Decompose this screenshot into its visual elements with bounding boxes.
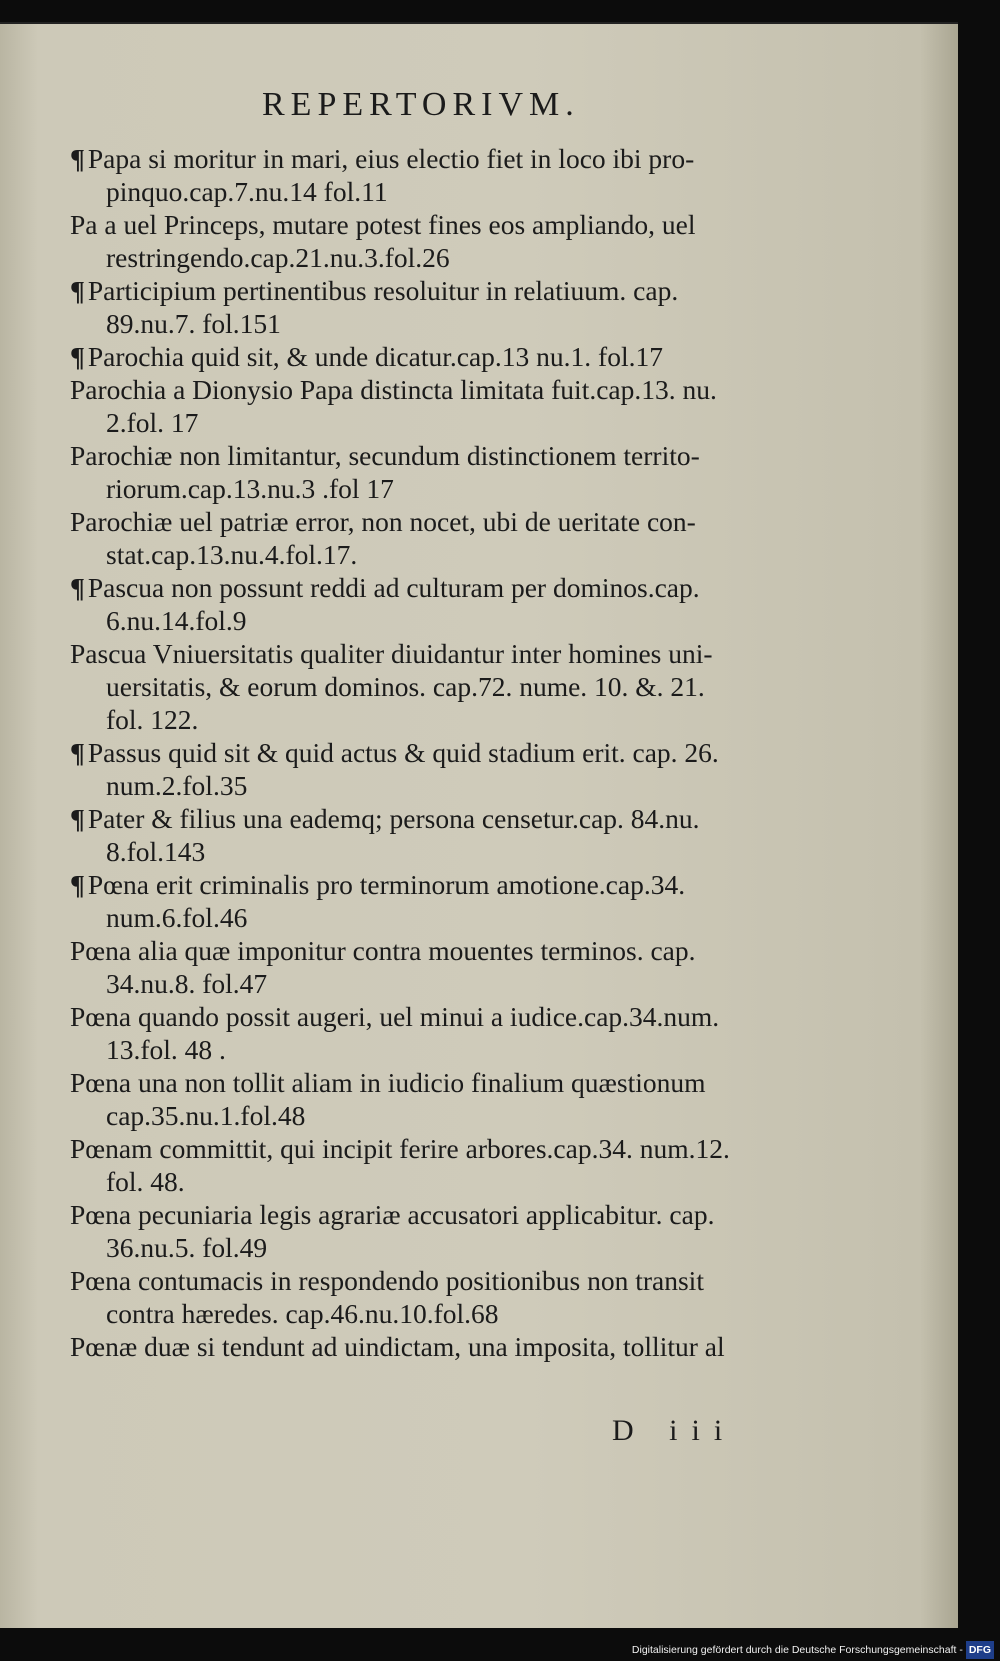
index-entry [70,934,786,1000]
paragraph-mark-icon: ¶ [70,143,85,174]
paragraph-mark-icon: ¶ [70,803,85,834]
index-entry [70,571,786,637]
index-entry [70,1198,786,1264]
entry-first-line [70,340,786,373]
entry-continuation: num.2.fol.35 [106,770,248,801]
index-entry [70,505,786,571]
index-entry [70,340,786,373]
entry-continuation: uersitatis, & eorum dominos. cap.72. nume. 10. &. 21. [106,671,705,702]
entry-continuation: 34.nu.8. fol.47 [106,968,268,999]
entry-first-line [70,736,786,769]
entry-continuation: pinquo.cap.7.nu.14 fol.11 [106,176,388,207]
entry-text: Parochiæ non limitantur, secundum distinctionem territo- [70,440,700,471]
entry-first-line [70,1066,786,1099]
entry-first-line [70,934,786,967]
entry-text: Pœna pecuniaria legis agrariæ accusatori applicabitur. cap. [70,1199,715,1230]
entry-first-line [70,802,786,835]
entry-continuation: 8.fol.143 [106,836,206,867]
entry-continuation: contra hæredes. cap.46.nu.10.fol.68 [106,1298,499,1329]
entry-first-line [70,1198,786,1231]
entry-text: Papa si moritur in mari, eius electio fiet in loco ibi pro- [87,143,695,174]
entry-text: Pascua Vniuersitatis qualiter diuidantur inter homines uni- [70,638,713,669]
signature-mark: D iii [612,1414,737,1447]
dfg-logo: DFG [966,1641,994,1659]
entry-text: Pœnam committit, qui incipit ferire arbores.cap.34. num.12. [70,1133,730,1164]
index-entry [70,1132,786,1198]
entry-text: Pœna erit criminalis pro terminorum amotione.cap.34. [87,869,686,900]
entry-first-line [70,373,786,406]
index-entry [70,142,786,208]
index-entry [70,373,786,439]
entry-text: Pœna una non tollit aliam in iudicio finalium quæstionum [70,1067,706,1098]
entry-first-line [70,208,786,241]
entry-first-line [70,274,786,307]
entry-continuation: fol. 122. [106,704,199,735]
book-page [0,22,958,1628]
entry-first-line [70,1000,786,1033]
entry-continuation: restringendo.cap.21.nu.3.fol.26 [106,242,450,273]
index-entry [70,868,786,934]
entry-first-line [70,637,786,670]
entry-first-line [70,1330,786,1363]
entry-text: Pœna contumacis in respondendo positionibus non transit [70,1265,704,1296]
entry-text: Parochia quid sit, & unde dicatur.cap.13 nu.1. fol.17 [87,341,663,372]
entry-text: Passus quid sit & quid actus & quid stadium erit. cap. 26. [87,737,719,768]
paragraph-mark-icon: ¶ [70,869,85,900]
index-entry [70,1000,786,1066]
entry-continuation: stat.cap.13.nu.4.fol.17. [106,539,358,570]
entry-first-line [70,571,786,604]
entry-text: Parochiæ uel patriæ error, non nocet, ubi de ueritate con- [70,506,696,537]
entry-text: Pœna alia quæ imponitur contra mouentes terminos. cap. [70,935,696,966]
entry-first-line [70,505,786,538]
paragraph-mark-icon: ¶ [70,737,85,768]
index-entries [70,142,786,1363]
entry-first-line [70,1264,786,1297]
index-entry [70,439,786,505]
index-entry [70,802,786,868]
digitization-credit [0,1641,994,1659]
index-entry [70,208,786,274]
entry-continuation: 6.nu.14.fol.9 [106,605,247,636]
entry-continuation: 2.fol. 17 [106,407,199,438]
index-entry [70,274,786,340]
entry-continuation: 89.nu.7. fol.151 [106,308,281,339]
index-entry [70,1264,786,1330]
index-entry [70,736,786,802]
entry-first-line [70,142,786,175]
entry-text: Parochia a Dionysio Papa distincta limitata fuit.cap.13. nu. [70,374,717,405]
entry-text: Pœnæ duæ si tendunt ad uindictam, una imposita, tollitur al [70,1331,725,1362]
entry-first-line [70,868,786,901]
entry-text: Pater & filius una eademq; persona censetur.cap. 84.nu. [87,803,700,834]
paragraph-mark-icon: ¶ [70,275,85,306]
index-entry [70,637,786,736]
entry-continuation: num.6.fol.46 [106,902,248,933]
entry-first-line [70,1132,786,1165]
entry-text: Pascua non possunt reddi ad culturam per dominos.cap. [87,572,700,603]
index-entry [70,1066,786,1132]
entry-continuation: cap.35.nu.1.fol.48 [106,1100,306,1131]
paragraph-mark-icon: ¶ [70,572,85,603]
entry-text: Participium pertinentibus resoluitur in relatiuum. cap. [87,275,679,306]
entry-text: Pœna quando possit augeri, uel minui a iudice.cap.34.num. [70,1001,720,1032]
paragraph-mark-icon: ¶ [70,341,85,372]
entry-text: Pa a uel Princeps, mutare potest fines eos ampliando, uel [70,209,696,240]
entry-continuation: fol. 48. [106,1166,185,1197]
running-head: REPERTORIVM. [262,86,580,123]
credit-text: Digitalisierung gefördert durch die Deutsche Forschungsgemeinschaft - [631,1644,963,1656]
entry-continuation: riorum.cap.13.nu.3 .fol 17 [106,473,394,504]
index-entry [70,1330,786,1363]
entry-continuation: 36.nu.5. fol.49 [106,1232,268,1263]
entry-first-line [70,439,786,472]
entry-continuation: 13.fol. 48 . [106,1034,226,1065]
